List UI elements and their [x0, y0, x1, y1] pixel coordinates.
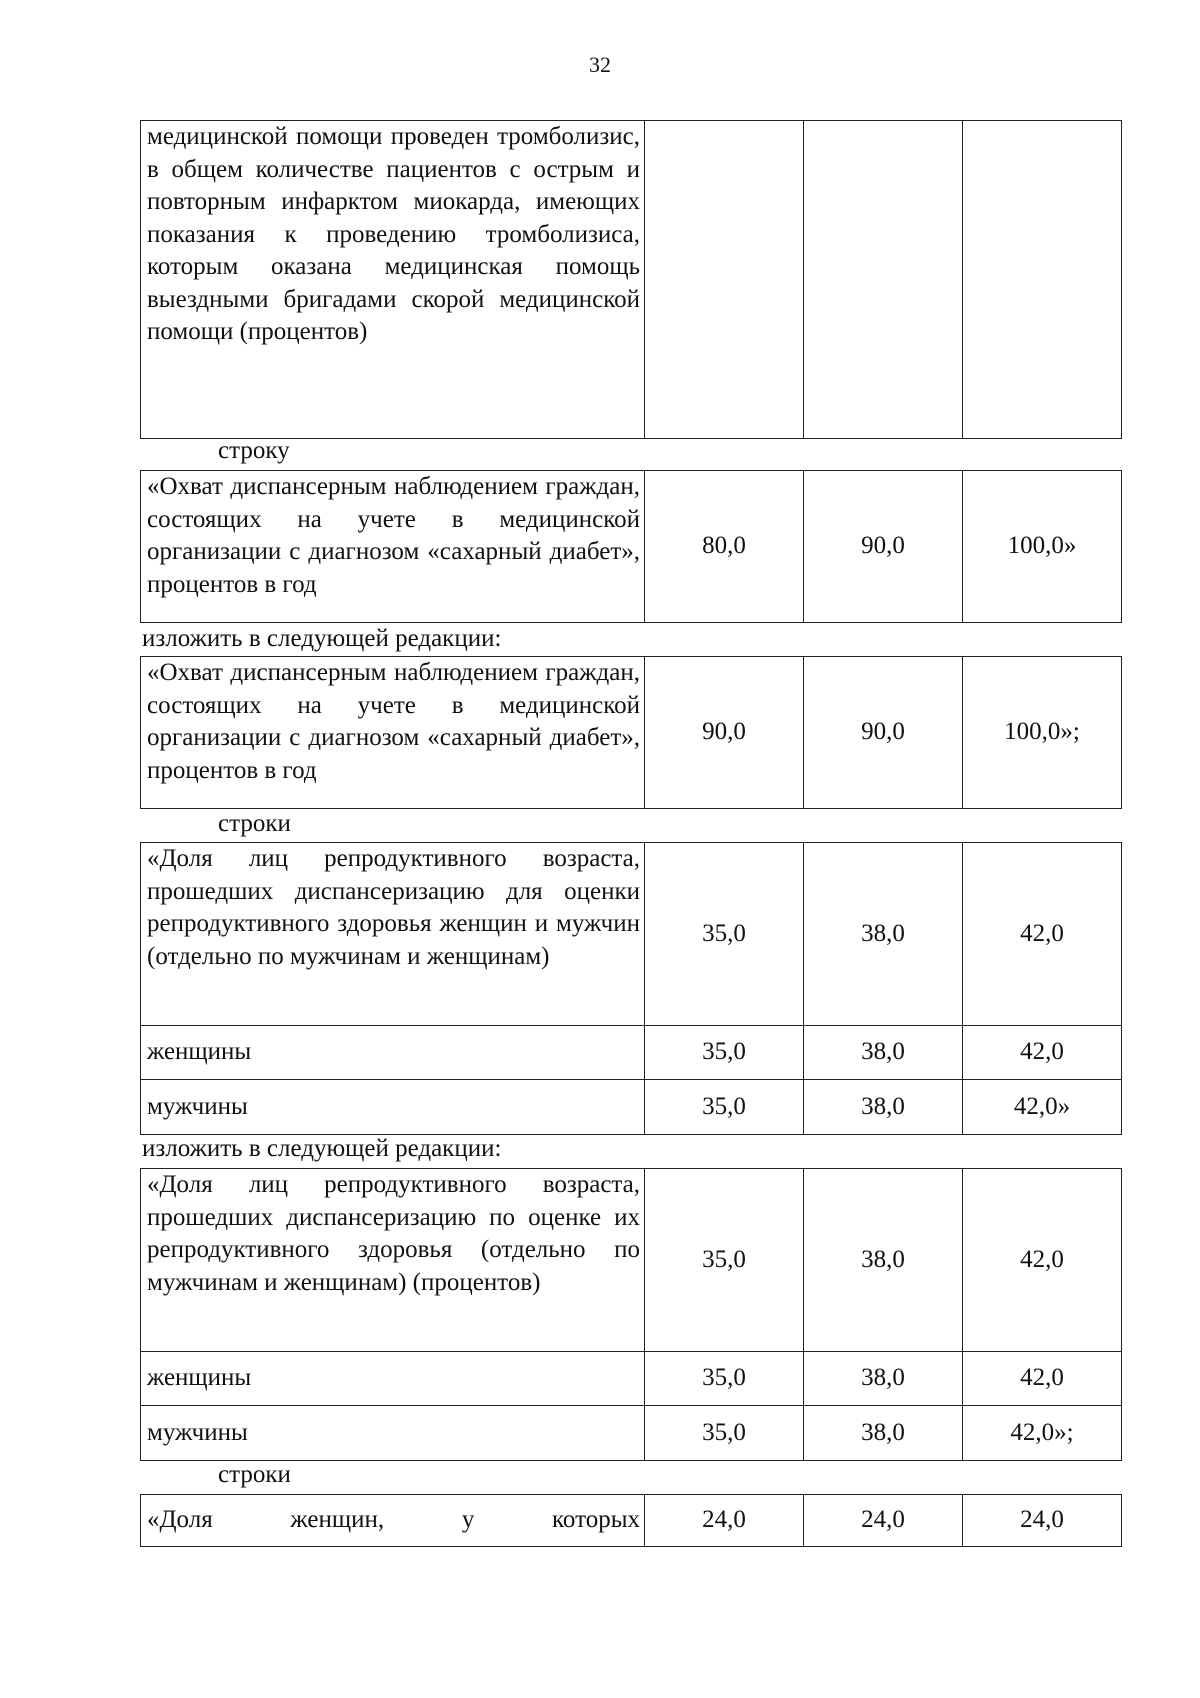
- indicator-table-diabetes-old: [140, 470, 1122, 623]
- row-label: женщины: [141, 1026, 645, 1080]
- value-cell: 38,0: [804, 1026, 963, 1080]
- value-cell: 38,0: [804, 1169, 963, 1352]
- value-cell: 38,0: [804, 1406, 963, 1461]
- value-cell: 90,0: [804, 471, 963, 623]
- value-cell: 24,0: [804, 1495, 963, 1547]
- value-cell: 42,0: [963, 843, 1122, 1026]
- indicator-description: «Охват диспансерным наблюдением граждан, состоящих на учете в медицинской организации с диагнозом «сахарный диабет», процентов в год: [141, 471, 645, 623]
- table-row: [141, 1080, 1122, 1135]
- indicator-table-thrombolysis: [140, 120, 1122, 439]
- indicator-table-reproductive-new: [140, 1168, 1122, 1461]
- value-cell: 100,0»: [963, 471, 1122, 623]
- indicator-description: «Доля женщин, у которых: [141, 1495, 645, 1547]
- value-cell: 35,0: [645, 1169, 804, 1352]
- value-cell: 90,0: [804, 657, 963, 809]
- instruction-label: изложить в следующей редакции:: [142, 1135, 502, 1162]
- value-cell: 38,0: [804, 1080, 963, 1135]
- indicator-table-reproductive-old: [140, 842, 1122, 1135]
- value-cell: 38,0: [804, 1352, 963, 1406]
- row-label: мужчины: [141, 1080, 645, 1135]
- value-cell: 42,0»;: [963, 1406, 1122, 1461]
- value-cell: 24,0: [645, 1495, 804, 1547]
- value-cell: 38,0: [804, 843, 963, 1026]
- value-cell: 80,0: [645, 471, 804, 623]
- table-row: [141, 1352, 1122, 1406]
- value-cell-empty: [645, 121, 804, 439]
- table-row: [141, 1026, 1122, 1080]
- indicator-description: медицинской помощи проведен тромболизис, в общем количестве пациентов с острым и повторным инфарктом миокарда, имеющих показания к проведению тромболизиса, которым оказана медицинская помощь выездными бригадами скорой медицинской помощи (процентов): [141, 121, 645, 439]
- instruction-label: строки: [218, 810, 291, 837]
- indicator-description: «Охват диспансерным наблюдением граждан, состоящих на учете в медицинской организации с диагнозом «сахарный диабет», процентов в год: [141, 657, 645, 809]
- value-cell: 35,0: [645, 1080, 804, 1135]
- instruction-label: строку: [218, 437, 290, 464]
- value-cell-empty: [963, 121, 1122, 439]
- value-cell: 35,0: [645, 1406, 804, 1461]
- value-cell: 42,0: [963, 1352, 1122, 1406]
- row-label: мужчины: [141, 1406, 645, 1461]
- indicator-description: «Доля лиц репродуктивного возраста, прошедших диспансеризацию для оценки репродуктивного здоровья женщин и мужчин (отдельно по мужчинам и женщинам): [141, 843, 645, 1026]
- value-cell: 24,0: [963, 1495, 1122, 1547]
- indicator-description: «Доля лиц репродуктивного возраста, прошедших диспансеризацию по оценке их репродуктивного здоровья (отдельно по мужчинам и женщинам) (процентов): [141, 1169, 645, 1352]
- value-cell-empty: [804, 121, 963, 439]
- value-cell: 35,0: [645, 843, 804, 1026]
- indicator-table-diabetes-new: [140, 656, 1122, 809]
- page-number: 32: [589, 52, 611, 77]
- value-cell: 35,0: [645, 1026, 804, 1080]
- value-cell: 35,0: [645, 1352, 804, 1406]
- row-label: женщины: [141, 1352, 645, 1406]
- value-cell: 42,0: [963, 1026, 1122, 1080]
- value-cell: 90,0: [645, 657, 804, 809]
- value-cell: 42,0: [963, 1169, 1122, 1352]
- value-cell: 42,0»: [963, 1080, 1122, 1135]
- table-row: [141, 1406, 1122, 1461]
- instruction-label: изложить в следующей редакции:: [142, 625, 502, 652]
- instruction-label: строки: [218, 1461, 291, 1488]
- indicator-table-women-share: [140, 1494, 1122, 1547]
- value-cell: 100,0»;: [963, 657, 1122, 809]
